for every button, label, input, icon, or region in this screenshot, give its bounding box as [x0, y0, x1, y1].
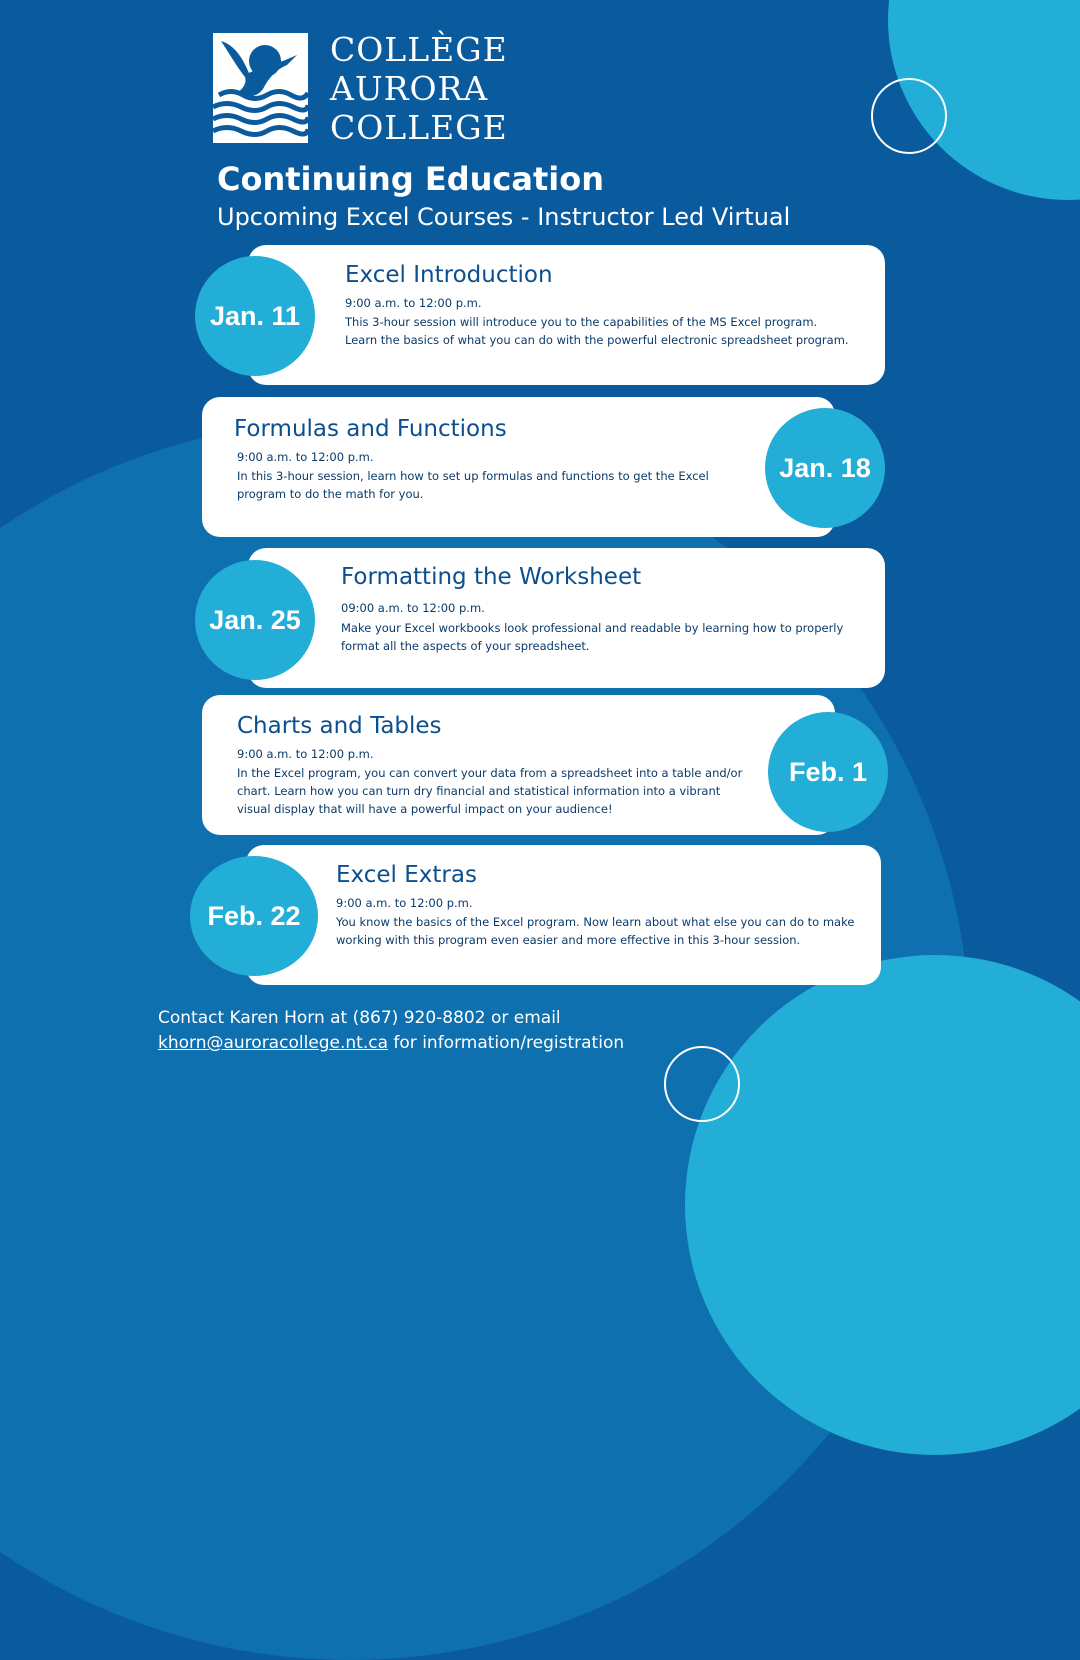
course-description: In this 3-hour session, learn how to set up formulas and functions to get the Excel program to do the math for you.: [237, 469, 709, 501]
course-time: 9:00 a.m. to 12:00 p.m.: [345, 296, 482, 310]
course-description: You know the basics of the Excel program. Now learn about what else you can do to make working with this program even easier and more effective in this 3-hour session.: [336, 915, 855, 947]
contact-info: [158, 1006, 624, 1056]
course-description: In the Excel program, you can convert your data from a spreadsheet into a table and/or chart. Learn how you can turn dry financial and statistical information into a vibrant visual display that will have a powerful impact on your audience!: [237, 766, 743, 816]
course-date-badge: Feb. 22: [190, 856, 318, 976]
course-description: Make your Excel workbooks look professional and readable by learning how to properly format all the aspects of your spreadsheet.: [341, 621, 844, 653]
decorative-ring-bottom: [664, 1046, 740, 1122]
course-date-badge: Feb. 1: [768, 712, 888, 832]
college-name-line: COLLEGE: [330, 108, 508, 147]
college-name-line: COLLÈGE: [330, 30, 508, 69]
contact-line-2: [158, 1031, 624, 1056]
course-date-badge: Jan. 18: [765, 408, 885, 528]
course-date-badge: Jan. 11: [195, 256, 315, 376]
page-title: Continuing Education: [217, 160, 605, 198]
college-name: [330, 30, 508, 147]
decorative-ring-top: [871, 78, 947, 154]
course-date-badge: Jan. 25: [195, 560, 315, 680]
course-title: Formulas and Functions: [234, 416, 507, 442]
course-description: This 3-hour session will introduce you to the capabilities of the MS Excel program. Learn the basics of what you can do with the powerful electronic spreadsheet program.: [345, 315, 849, 347]
bird-over-waves-icon: [213, 33, 308, 143]
course-title: Charts and Tables: [237, 713, 442, 739]
course-time: 9:00 a.m. to 12:00 p.m.: [336, 896, 473, 910]
contact-suffix: for information/registration: [388, 1033, 625, 1053]
course-time: 09:00 a.m. to 12:00 p.m.: [341, 601, 485, 615]
course-title: Formatting the Worksheet: [341, 564, 642, 590]
course-title: Excel Introduction: [345, 262, 553, 288]
course-time: 9:00 a.m. to 12:00 p.m.: [237, 747, 374, 761]
course-title: Excel Extras: [336, 862, 477, 888]
contact-line: Contact Karen Horn at (867) 920-8802 or email: [158, 1008, 561, 1028]
page-subtitle: Upcoming Excel Courses - Instructor Led Virtual: [217, 203, 791, 231]
college-name-line: AURORA: [330, 69, 489, 108]
course-time: 9:00 a.m. to 12:00 p.m.: [237, 450, 374, 464]
email-link[interactable]: khorn@auroracollege.nt.ca: [158, 1033, 389, 1053]
